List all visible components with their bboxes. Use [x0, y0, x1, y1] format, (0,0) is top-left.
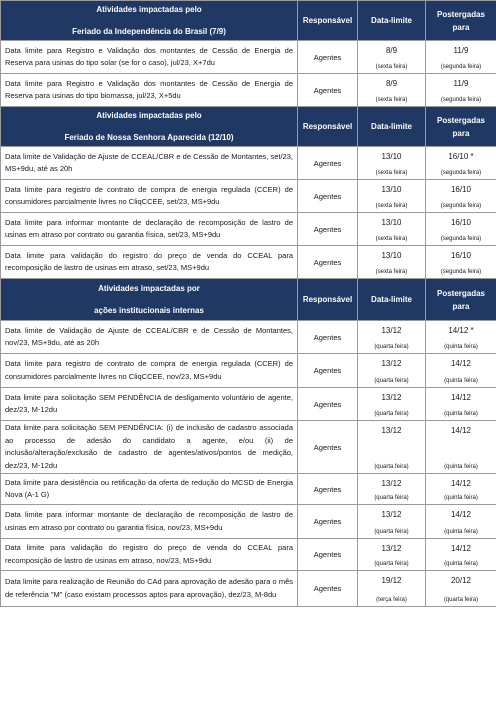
table-row: [1, 147, 496, 180]
column-header-data-limite: Data-limite: [358, 107, 426, 147]
section-title-gap: [5, 121, 293, 133]
section-header-row: [1, 107, 496, 147]
postponed-date: 14/12 *: [448, 326, 474, 335]
deadline-date: 13/12: [381, 326, 402, 335]
table-row: [1, 388, 496, 421]
section-title-gap: [5, 15, 293, 27]
deadline-weekday: (quarta feira): [374, 344, 409, 350]
deadline-weekday: (sexta feira): [375, 203, 408, 209]
deadline-cell: [358, 321, 426, 354]
section-header-row: [1, 279, 496, 321]
responsible: Agentes: [298, 74, 358, 107]
column-header-postergadas: [426, 1, 496, 41]
responsible: Agentes: [298, 321, 358, 354]
postponed-date: 20/12: [450, 576, 472, 585]
responsible: Agentes: [298, 354, 358, 388]
deadline-cell: [358, 421, 426, 474]
postergadas-line1: Postergadas: [436, 115, 486, 125]
postponed-weekday: (segunda feira): [440, 236, 482, 242]
deadline-cell: [358, 180, 426, 213]
activity-description: Data limite para desistência ou retificação da oferta de redução do MCSD de Energia Nova (A-1 G): [1, 474, 298, 505]
table-row: [1, 180, 496, 213]
activity-description: Data limite para informar montante de declaração de recomposição de lastro de usinas em atraso por contrato ou garantia física, nov/23, MS+9du: [1, 505, 298, 539]
activity-description: Data limite para informar montante de declaração de recomposição de lastro de usinas em atraso por contrato ou garantia física, set/23, MS+9du: [1, 213, 298, 246]
postponed-date: 14/12: [450, 393, 472, 402]
postergadas-line1: Postergadas: [436, 9, 486, 19]
postponed-date: 14/12: [450, 479, 472, 488]
postponed-date: 14/12: [450, 426, 472, 435]
deadline-weekday: (quarta feira): [374, 378, 409, 384]
responsible: Agentes: [298, 505, 358, 539]
deadline-cell: [358, 571, 426, 607]
postponed-date: 16/10: [450, 185, 472, 194]
deadline-cell: [358, 41, 426, 74]
deadline-weekday: (quarta feira): [374, 411, 409, 417]
postponed-date: 16/10: [450, 218, 472, 227]
section-header-row: [1, 1, 496, 41]
activity-description: Data limite para validação do registro do preço de venda do CCEAL para recomposição de lastro de usinas em atraso, nov/23, MS+9du: [1, 539, 298, 571]
postponed-weekday: (segunda feira): [440, 97, 482, 103]
postponed-weekday: (quinta feira): [444, 495, 478, 501]
table-row: [1, 505, 496, 539]
postponed-cell: [426, 354, 496, 388]
deadline-cell: [358, 505, 426, 539]
responsible: Agentes: [298, 474, 358, 505]
postponed-weekday: (quinta feira): [444, 378, 478, 384]
deadline-date: 13/12: [381, 426, 402, 435]
section-title-line1: Atividades impactadas por: [98, 283, 200, 293]
postergadas-line2: para: [452, 22, 470, 32]
activity-description: Data limite de Validação de Ajuste de CCEAL/CBR e de Cessão de Montantes, nov/23, MS+9du, até as 20h: [1, 321, 298, 354]
section-title: [1, 1, 298, 41]
table-row: [1, 213, 496, 246]
postergadas-line1: Postergadas: [436, 288, 486, 298]
deadline-date: 13/10: [381, 251, 402, 260]
responsible: Agentes: [298, 388, 358, 421]
responsible: Agentes: [298, 213, 358, 246]
section-title-line1: Atividades impactadas pelo: [96, 4, 202, 14]
postponed-cell: [426, 571, 496, 607]
activity-description: Data limite para solicitação SEM PENDÊNCIA de desligamento voluntário de agente, dez/23, M-12du: [1, 388, 298, 421]
column-header-postergadas: [426, 107, 496, 147]
activity-description: Data limite de Validação de Ajuste de CCEAL/CBR e de Cessão de Montantes, set/23, MS+9du, até as 20h: [1, 147, 298, 180]
section-title-line2: ações institucionais internas: [94, 305, 204, 315]
deadline-weekday: (sexta feira): [375, 170, 408, 176]
deadline-cell: [358, 388, 426, 421]
table-row: [1, 539, 496, 571]
postponed-weekday: (segunda feira): [440, 269, 482, 275]
deadline-weekday: (quarta feira): [374, 464, 409, 470]
section-title: [1, 279, 298, 321]
table-row: [1, 474, 496, 505]
postponed-cell: [426, 505, 496, 539]
deadline-date: 8/9: [385, 46, 398, 55]
postponed-date: 16/10: [450, 251, 472, 260]
column-header-responsavel: Responsável: [298, 107, 358, 147]
section-title-gap: [5, 294, 293, 306]
deadline-cell: [358, 539, 426, 571]
postponed-cell: [426, 474, 496, 505]
postponed-date: 11/9: [453, 46, 469, 55]
responsible: Agentes: [298, 180, 358, 213]
postergadas-line2: para: [452, 128, 470, 138]
responsible: Agentes: [298, 421, 358, 474]
postponed-cell: [426, 41, 496, 74]
responsible: Agentes: [298, 571, 358, 607]
column-header-responsavel: Responsável: [298, 1, 358, 41]
activity-description: Data limite para Registro e Validação dos montantes de Cessão de Energia de Reserva para usinas do tipo solar (se for o caso), jul/23, X+7du: [1, 41, 298, 74]
deadline-cell: [358, 474, 426, 505]
postponed-date: 14/12: [450, 359, 472, 368]
responsible: Agentes: [298, 539, 358, 571]
activity-description: Data limite para solicitação SEM PENDÊNCIA: (i) de inclusão de cadastro associada ao processo de adesão do candidato a agente, e/ou (ii) de inclusão/alteração/exclusão de cadastro de agentes/ativos/pontos de medição, dez/23, M-12du: [1, 421, 298, 474]
deadline-cell: [358, 354, 426, 388]
column-header-responsavel: Responsável: [298, 279, 358, 321]
deadline-weekday: (sexta feira): [375, 97, 408, 103]
postponed-weekday: (quinta feira): [444, 561, 478, 567]
postponed-weekday: (quinta feira): [444, 344, 478, 350]
postponed-date: 14/12: [450, 544, 472, 553]
deadline-weekday: (sexta feira): [375, 269, 408, 275]
table-row: [1, 354, 496, 388]
responsible: Agentes: [298, 147, 358, 180]
postponed-weekday: (quinta feira): [444, 529, 478, 535]
postponed-cell: [426, 539, 496, 571]
table-row: [1, 74, 496, 107]
postponed-weekday: (quarta feira): [443, 597, 479, 603]
section-title-line1: Atividades impactadas pelo: [96, 110, 202, 120]
postponed-weekday: (segunda feira): [440, 203, 482, 209]
deadline-date: 13/12: [381, 479, 402, 488]
column-header-data-limite: Data-limite: [358, 279, 426, 321]
table-row: [1, 421, 496, 474]
column-header-postergadas: [426, 279, 496, 321]
table-row: [1, 321, 496, 354]
activity-description: Data limite para realização de Reunião do CAd para aprovação de adesão para o mês de referência "M" (caso existam processos aptos para aprovação), dez/23, M-8du: [1, 571, 298, 607]
deadline-date: 13/12: [381, 393, 402, 402]
postponed-cell: [426, 421, 496, 474]
table-row: [1, 246, 496, 279]
postponed-weekday: (segunda feira): [440, 64, 482, 70]
deadline-date: 13/10: [381, 185, 402, 194]
responsible: Agentes: [298, 246, 358, 279]
table-row: [1, 41, 496, 74]
deadline-date: 13/12: [381, 510, 402, 519]
deadline-date: 8/9: [385, 79, 398, 88]
deadline-weekday: (quarta feira): [374, 529, 409, 535]
postponed-weekday: (segunda feira): [440, 170, 482, 176]
table-row: [1, 571, 496, 607]
deadline-weekday: (quarta feira): [374, 495, 409, 501]
postponed-cell: [426, 180, 496, 213]
activity-description: Data limite para validação do registro do preço de venda do CCEAL para recomposição de lastro de usinas em atraso, set/23, MS+9du: [1, 246, 298, 279]
postponed-cell: [426, 388, 496, 421]
deadline-date: 13/12: [381, 359, 402, 368]
deadline-weekday: (terça feira): [376, 597, 407, 603]
deadline-weekday: (quarta feira): [374, 561, 409, 567]
deadline-date: 13/12: [381, 544, 402, 553]
postponed-cell: [426, 321, 496, 354]
postergadas-line2: para: [452, 301, 470, 311]
deadline-date: 13/10: [381, 152, 402, 161]
deadline-cell: [358, 147, 426, 180]
postponed-cell: [426, 74, 496, 107]
section-title-line2: Feriado da Independência do Brasil (7/9): [72, 26, 226, 36]
postponed-weekday: (quinta feira): [444, 411, 478, 417]
activity-description: Data limite para Registro e Validação dos montantes de Cessão de Energia de Reserva para usinas do tipo biomassa, jul/23, X+5du: [1, 74, 298, 107]
postponed-weekday: (quinta feira): [444, 464, 478, 470]
activity-description: Data limite para registro de contrato de compra de energia regulada (CCER) de consumidores parcialmente livres no CliqCCEE, nov/23, MS+9du: [1, 354, 298, 388]
postponed-cell: [426, 246, 496, 279]
postponed-date: 16/10 *: [448, 152, 474, 161]
deadline-weekday: (sexta feira): [375, 64, 408, 70]
section-title-line2: Feriado de Nossa Senhora Aparecida (12/10): [64, 132, 234, 142]
deadline-cell: [358, 213, 426, 246]
postponed-date: 11/9: [453, 79, 469, 88]
deadline-weekday: (sexta feira): [375, 236, 408, 242]
deadline-cell: [358, 74, 426, 107]
postponed-cell: [426, 147, 496, 180]
column-header-data-limite: Data-limite: [358, 1, 426, 41]
activity-description: Data limite para registro de contrato de compra de energia regulada (CCER) de consumidores parcialmente livres no CliqCCEE, set/23, MS+9du: [1, 180, 298, 213]
deadline-date: 19/12: [381, 576, 402, 585]
deadline-cell: [358, 246, 426, 279]
deadline-date: 13/10: [381, 218, 402, 227]
postponed-cell: [426, 213, 496, 246]
section-title: [1, 107, 298, 147]
postponed-date: 14/12: [450, 510, 472, 519]
responsible: Agentes: [298, 41, 358, 74]
